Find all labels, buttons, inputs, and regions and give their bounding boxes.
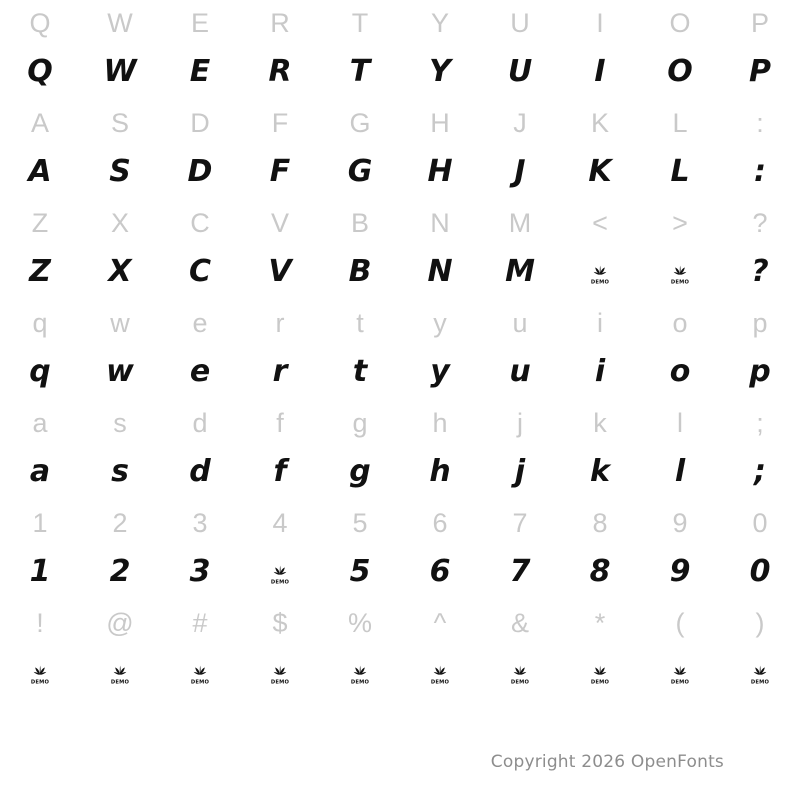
key-label: X	[110, 208, 129, 238]
demo-watermark-glyph	[640, 646, 720, 700]
key-label: d	[192, 408, 208, 438]
glyph-cell	[160, 0, 240, 100]
glyph-cell	[560, 400, 640, 500]
key-label: #	[192, 608, 208, 638]
glyph-cell	[240, 0, 320, 100]
sample-glyph: 1	[29, 554, 51, 589]
glyph-cell	[480, 300, 560, 400]
glyph-cell	[480, 600, 560, 700]
svg-text:DEMO: DEMO	[590, 279, 610, 286]
glyph-cell	[720, 600, 800, 700]
key-label: <	[592, 208, 608, 238]
demo-watermark-glyph	[560, 246, 640, 300]
key-label: k	[593, 408, 607, 438]
glyph-cell	[480, 400, 560, 500]
glyph-cell	[720, 100, 800, 200]
glyph-cell	[240, 400, 320, 500]
key-label: i	[597, 308, 603, 338]
sample-glyph: Q	[27, 54, 53, 89]
glyph-cell	[480, 500, 560, 600]
svg-text:DEMO: DEMO	[110, 679, 130, 686]
key-label: E	[190, 8, 209, 38]
glyph-cell	[320, 600, 400, 700]
key-label: f	[276, 408, 284, 438]
sample-glyph: ;	[754, 454, 766, 489]
sample-glyph: 7	[509, 554, 531, 589]
key-label: p	[752, 308, 768, 338]
key-label: 6	[432, 508, 448, 538]
sample-glyph: X	[108, 254, 132, 289]
sample-glyph: K	[588, 154, 612, 189]
key-label: o	[672, 308, 688, 338]
key-label: J	[513, 108, 527, 138]
key-label: *	[594, 608, 606, 638]
key-label: M	[508, 208, 532, 238]
key-label: ^	[433, 608, 447, 638]
glyph-cell	[720, 300, 800, 400]
glyph-cell	[400, 100, 480, 200]
demo-watermark-glyph	[240, 646, 320, 700]
svg-text:DEMO: DEMO	[750, 679, 770, 686]
glyph-cell	[160, 500, 240, 600]
key-label: h	[432, 408, 448, 438]
sample-glyph: k	[590, 454, 610, 489]
key-label: O	[669, 8, 691, 38]
sample-glyph: 3	[189, 554, 211, 589]
glyph-cell	[400, 400, 480, 500]
sample-glyph: 6	[429, 554, 451, 589]
key-label: )	[755, 608, 765, 638]
key-label: e	[192, 308, 208, 338]
glyph-cell	[640, 0, 720, 100]
glyph-row	[0, 600, 800, 700]
sample-glyph: q	[29, 354, 51, 389]
glyph-cell	[0, 600, 80, 700]
glyph-cell	[320, 400, 400, 500]
glyph-cell	[480, 0, 560, 100]
glyph-cell	[640, 300, 720, 400]
key-label: T	[351, 8, 369, 38]
sample-glyph: N	[427, 254, 453, 289]
svg-text:DEMO: DEMO	[270, 679, 290, 686]
key-label: 8	[592, 508, 608, 538]
key-label: U	[510, 8, 530, 38]
glyph-cell	[480, 200, 560, 300]
key-label: Q	[29, 8, 51, 38]
key-label: 7	[512, 508, 528, 538]
key-label: :	[756, 108, 764, 138]
sample-glyph: e	[189, 354, 211, 389]
glyph-cell	[640, 100, 720, 200]
sample-glyph: C	[188, 254, 212, 289]
sample-glyph: j	[514, 454, 526, 489]
demo-watermark-glyph	[320, 646, 400, 700]
svg-text:DEMO: DEMO	[270, 579, 290, 586]
glyph-cell	[240, 200, 320, 300]
sample-glyph: D	[187, 154, 213, 189]
key-label: R	[270, 8, 290, 38]
key-label: W	[107, 8, 133, 38]
sample-glyph: u	[509, 354, 531, 389]
glyph-cell	[160, 200, 240, 300]
sample-glyph: S	[109, 154, 131, 189]
key-label: G	[349, 108, 371, 138]
key-label: V	[270, 208, 289, 238]
svg-text:DEMO: DEMO	[350, 679, 370, 686]
glyph-cell	[80, 0, 160, 100]
glyph-cell	[480, 100, 560, 200]
glyph-cell	[720, 400, 800, 500]
sample-glyph: P	[749, 54, 771, 89]
glyph-cell	[320, 300, 400, 400]
demo-watermark-glyph	[720, 646, 800, 700]
glyph-cell	[720, 500, 800, 600]
glyph-cell	[560, 500, 640, 600]
demo-watermark-glyph	[160, 646, 240, 700]
glyph-cell	[560, 100, 640, 200]
glyph-cell	[240, 300, 320, 400]
sample-glyph: l	[674, 454, 686, 489]
sample-glyph: M	[505, 254, 535, 289]
key-label: >	[672, 208, 688, 238]
glyph-cell	[400, 500, 480, 600]
sample-glyph: s	[111, 454, 129, 489]
glyph-cell	[400, 300, 480, 400]
key-label: Z	[31, 208, 49, 238]
key-label: r	[275, 308, 285, 338]
glyph-cell	[0, 100, 80, 200]
glyph-cell	[80, 600, 160, 700]
demo-watermark-glyph	[400, 646, 480, 700]
glyph-cell	[640, 600, 720, 700]
demo-watermark-glyph	[640, 246, 720, 300]
key-label: 4	[272, 508, 288, 538]
sample-glyph: 8	[589, 554, 611, 589]
sample-glyph: J	[514, 154, 526, 189]
glyph-row	[0, 200, 800, 300]
sample-glyph: y	[430, 354, 450, 389]
key-label: K	[590, 108, 609, 138]
glyph-row	[0, 0, 800, 100]
footer	[0, 752, 800, 772]
key-label: A	[30, 108, 49, 138]
sample-glyph: t	[352, 354, 368, 389]
key-label: 2	[112, 508, 128, 538]
glyph-cell	[640, 400, 720, 500]
sample-glyph: h	[429, 454, 451, 489]
sample-glyph: f	[273, 454, 287, 489]
glyph-cell	[400, 0, 480, 100]
svg-text:DEMO: DEMO	[590, 679, 610, 686]
glyph-cell	[80, 100, 160, 200]
glyph-cell	[0, 200, 80, 300]
glyph-cell	[640, 200, 720, 300]
sample-glyph: A	[28, 154, 52, 189]
demo-watermark-glyph	[80, 646, 160, 700]
sample-glyph: V	[268, 254, 292, 289]
svg-text:DEMO: DEMO	[30, 679, 50, 686]
key-label: g	[352, 408, 368, 438]
key-label: s	[113, 408, 127, 438]
glyph-cell	[240, 100, 320, 200]
key-label: 5	[352, 508, 368, 538]
key-label: L	[672, 108, 688, 138]
glyph-cell	[0, 0, 80, 100]
glyph-cell	[160, 300, 240, 400]
glyph-cell	[640, 500, 720, 600]
sample-glyph: d	[189, 454, 211, 489]
sample-glyph: G	[347, 154, 373, 189]
key-label: C	[190, 208, 210, 238]
sample-glyph: U	[507, 54, 533, 89]
glyph-cell	[320, 100, 400, 200]
demo-watermark-glyph	[0, 646, 80, 700]
key-label: ?	[752, 208, 768, 238]
demo-watermark-glyph	[560, 646, 640, 700]
key-label: B	[350, 208, 369, 238]
sample-glyph: ?	[751, 254, 769, 289]
key-label: D	[190, 108, 210, 138]
key-label: &	[510, 608, 529, 638]
glyph-cell	[560, 0, 640, 100]
key-label: u	[512, 308, 528, 338]
key-label: I	[596, 8, 604, 38]
glyph-cell	[0, 500, 80, 600]
sample-glyph: g	[349, 454, 371, 489]
sample-glyph: r	[272, 354, 288, 389]
glyph-row	[0, 400, 800, 500]
sample-glyph: L	[670, 154, 690, 189]
svg-text:DEMO: DEMO	[670, 279, 690, 286]
sample-glyph: O	[667, 54, 693, 89]
sample-glyph: Z	[29, 254, 51, 289]
sample-glyph: I	[594, 54, 606, 89]
glyph-cell	[80, 500, 160, 600]
glyph-cell	[560, 600, 640, 700]
glyph-row	[0, 100, 800, 200]
glyph-cell	[160, 600, 240, 700]
glyph-cell	[320, 500, 400, 600]
key-label: j	[517, 408, 523, 438]
glyph-row	[0, 500, 800, 600]
sample-glyph: E	[189, 54, 211, 89]
key-label: 3	[192, 508, 208, 538]
demo-watermark-glyph	[480, 646, 560, 700]
sample-glyph: 2	[109, 554, 131, 589]
sample-glyph: o	[669, 354, 691, 389]
key-label: q	[32, 308, 48, 338]
sample-glyph: Y	[429, 54, 451, 89]
glyph-cell	[320, 200, 400, 300]
glyph-cell	[560, 200, 640, 300]
sample-glyph: F	[269, 154, 291, 189]
key-label: t	[356, 308, 364, 338]
key-label: a	[32, 408, 48, 438]
sample-glyph: p	[749, 354, 771, 389]
glyph-cell	[560, 300, 640, 400]
glyph-cell	[320, 0, 400, 100]
glyph-cell	[160, 400, 240, 500]
glyph-cell	[720, 200, 800, 300]
glyph-cell	[400, 600, 480, 700]
sample-glyph: R	[268, 54, 292, 89]
glyph-cell	[80, 200, 160, 300]
sample-glyph: 9	[669, 554, 691, 589]
sample-glyph: a	[29, 454, 51, 489]
svg-text:DEMO: DEMO	[190, 679, 210, 686]
sample-glyph: w	[106, 354, 134, 389]
glyph-cell	[0, 300, 80, 400]
key-label: N	[430, 208, 450, 238]
svg-text:DEMO: DEMO	[670, 679, 690, 686]
key-label: 0	[752, 508, 768, 538]
sample-glyph: W	[103, 54, 137, 89]
glyph-cell	[80, 300, 160, 400]
key-label: F	[271, 108, 289, 138]
key-label: $	[272, 608, 288, 638]
key-label: P	[750, 8, 769, 38]
sample-glyph: 5	[349, 554, 371, 589]
key-label: %	[347, 608, 372, 638]
key-label: 9	[672, 508, 688, 538]
key-label: Y	[430, 8, 449, 38]
glyph-cell	[240, 500, 320, 600]
key-label: H	[430, 108, 450, 138]
key-label: S	[110, 108, 129, 138]
sample-glyph: H	[427, 154, 453, 189]
svg-text:DEMO: DEMO	[510, 679, 530, 686]
glyph-row	[0, 300, 800, 400]
copyright-text: Copyright 2026 OpenFonts	[490, 752, 724, 772]
key-label: @	[106, 608, 134, 638]
sample-glyph: :	[754, 154, 766, 189]
glyph-cell	[160, 100, 240, 200]
key-label: (	[675, 608, 685, 638]
demo-watermark-glyph	[240, 546, 320, 600]
key-label: y	[433, 308, 447, 338]
sample-glyph: 0	[749, 554, 771, 589]
key-label: l	[677, 408, 683, 438]
svg-text:DEMO: DEMO	[430, 679, 450, 686]
glyph-cell	[0, 400, 80, 500]
glyph-cell	[80, 400, 160, 500]
glyph-cell	[720, 0, 800, 100]
glyph-cell	[240, 600, 320, 700]
key-label: 1	[32, 508, 48, 538]
key-label: ;	[756, 408, 764, 438]
sample-glyph: i	[594, 354, 606, 389]
sample-glyph: B	[348, 254, 372, 289]
key-label: !	[36, 608, 44, 638]
glyph-cell	[400, 200, 480, 300]
sample-glyph: T	[349, 54, 371, 89]
key-label: w	[110, 308, 130, 338]
